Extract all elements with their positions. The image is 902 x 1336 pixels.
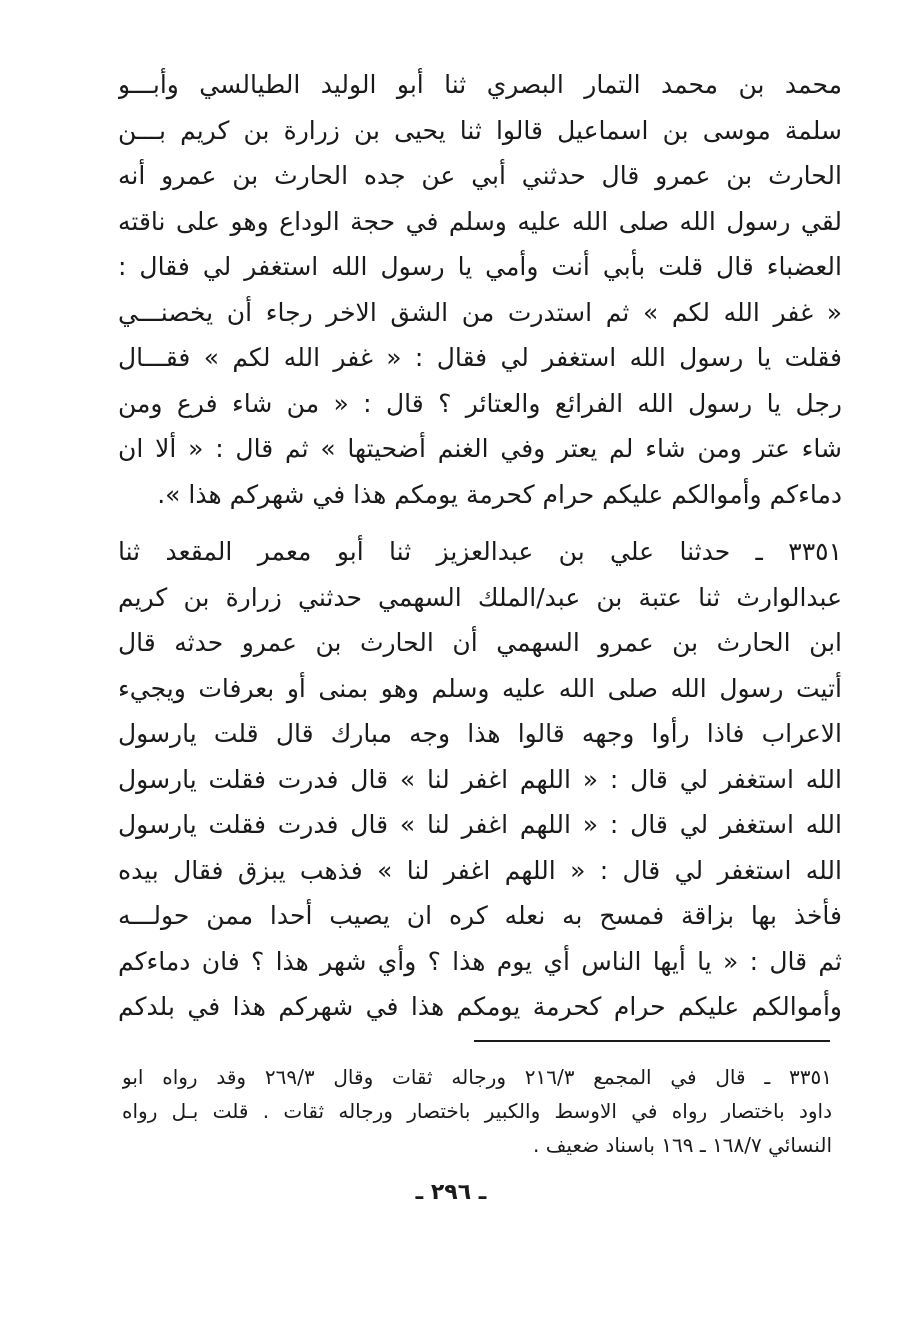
text-line: العضباء قال قلت بأبي أنت وأمي يا رسول الله استغفر لي فقال : bbox=[118, 252, 842, 281]
text-line: دماءكم وأموالكم عليكم حرام كحرمة يومكم هذا في شهركم هذا ». bbox=[157, 479, 842, 509]
footnote-line: ٣٣٥١ ـ قال في المجمع ٢١٦/٣ ورجاله ثقات وقال ٢٦٩/٣ وقد رواه ابو bbox=[122, 1065, 832, 1089]
text-line: « غفر الله لكم » ثم استدرت من الشق الاخر رجاء أن يخصنـــي bbox=[118, 297, 842, 327]
text-line: وأموالكم عليكم حرام كحرمة يومكم هذا في شهركم هذا في بلدكم bbox=[118, 992, 842, 1021]
text-line: شاء عتر ومن شاء لم يعتر وفي الغنم أضحيتها » ثم قال : « ألا ان bbox=[118, 434, 842, 463]
text-line: الله استغفر لي قال : « اللهم اغفر لنا » قال فدرت فقلت يارسول bbox=[118, 764, 842, 794]
text-line: الله استغفر لي قال : « اللهم اغفر لنا » فذهب يبزق فقال بيده bbox=[118, 855, 842, 885]
text-line: الحارث بن عمرو قال حدثني أبي عن جده الحارث بن عمرو أنه bbox=[118, 161, 842, 190]
footnote-separator bbox=[474, 1040, 830, 1042]
text-line: فقلت يا رسول الله استغفر لي فقال : « غفر الله لكم » فقـــال bbox=[118, 343, 842, 372]
page-body bbox=[118, 62, 842, 1030]
paragraph-2 bbox=[118, 529, 842, 1030]
text-line: ابن الحارث بن عمرو السهمي أن الحارث بن عمرو حدثه قال bbox=[118, 628, 842, 657]
footnote-line: النسائي ١٦٨/٧ ـ ١٦٩ باسناد ضعيف . bbox=[532, 1133, 832, 1157]
text-line: عبدالوارث ثنا عتبة بن عبد/الملك السهمي حدثني زرارة بن كريم bbox=[118, 582, 842, 612]
paragraph-1 bbox=[118, 62, 842, 517]
paragraph-gap bbox=[118, 517, 842, 529]
text-line: رجل يا رسول الله الفرائع والعتائر ؟ قال : « من شاء فرع ومن bbox=[118, 388, 842, 418]
text-line: الله استغفر لي قال : « اللهم اغفر لنا » قال فدرت فقلت يارسول bbox=[118, 810, 842, 839]
text-line: أتيت رسول الله صلى الله عليه وسلم وهو بمنى أو بعرفات ويجيء bbox=[118, 673, 842, 703]
text-line: فأخذ بها بزاقة فمسح به نعله كره ان يصيب أحدا ممن حولـــه bbox=[118, 901, 842, 930]
text-line: ٣٣٥١ ـ حدثنا علي بن عبدالعزيز ثنا أبو معمر المقعد ثنا bbox=[118, 537, 842, 566]
page-number: ـ ٢٩٦ ـ bbox=[415, 1180, 487, 1205]
text-line: ثم قال : « يا أيها الناس أي يوم هذا ؟ وأي شهر هذا ؟ فان دماءكم bbox=[118, 946, 842, 976]
text-line: الاعراب فاذا رأوا وجهه قالوا هذا وجه مبارك قال قلت يارسول bbox=[118, 719, 842, 748]
text-line: محمد بن محمد التمار البصري ثنا أبو الوليد الطيالسي وأبـــو bbox=[118, 70, 842, 99]
text-line: سلمة موسى بن اسماعيل قالوا ثنا يحيى بن زرارة بن كريم بـــن bbox=[118, 115, 842, 145]
text-line: لقي رسول الله صلى الله عليه وسلم في حجة الوداع وهو على ناقته bbox=[118, 206, 842, 236]
footnote bbox=[122, 1060, 832, 1162]
footnote-line: داود باختصار رواه في الاوسط والكبير باختصار ورجاله ثقات . قلت بـل رواه bbox=[122, 1099, 832, 1123]
